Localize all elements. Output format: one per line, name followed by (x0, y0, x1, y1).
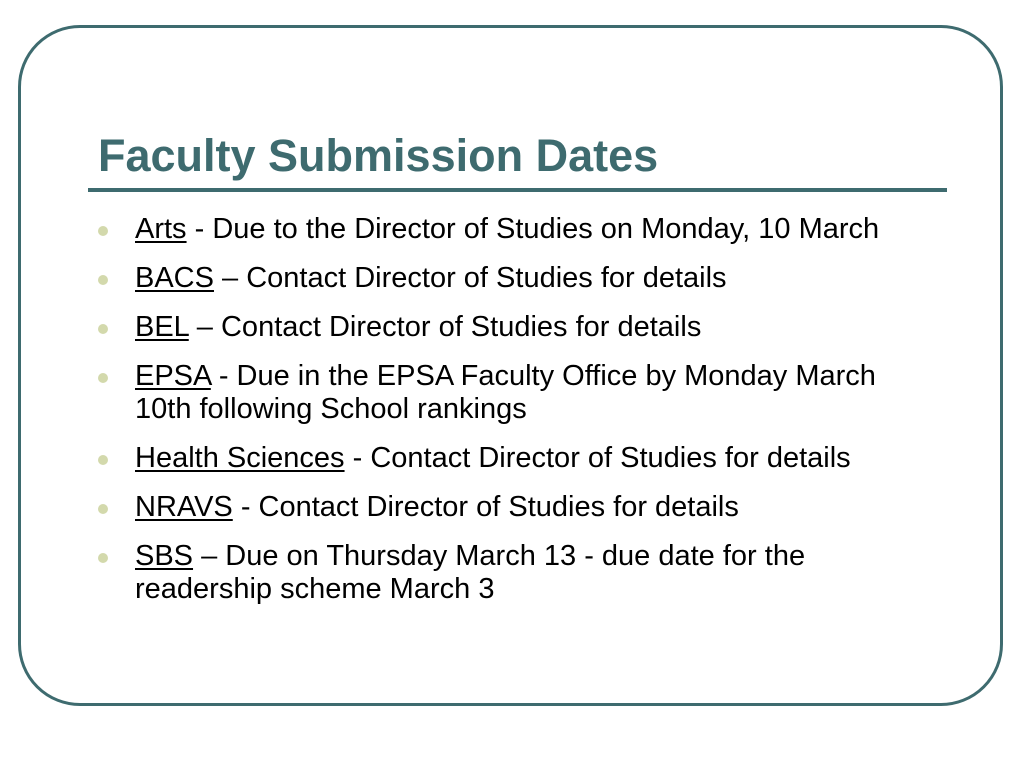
bullet-dot-icon (98, 324, 108, 334)
list-item-sbs (98, 540, 938, 606)
nravs-text: - Contact Director of Studies for details (232, 491, 739, 523)
sbs-link[interactable]: SBS (135, 540, 194, 572)
list-item-arts (98, 213, 938, 246)
bel-text: – Contact Director of Studies for details (188, 311, 702, 343)
bullet-list (98, 213, 938, 622)
arts-text: - Due to the Director of Studies on Monday, 10 March (186, 213, 880, 245)
list-item-bacs (98, 262, 938, 295)
epsa-link[interactable]: EPSA (135, 360, 211, 392)
bullet-dot-icon (98, 455, 108, 465)
bacs-link[interactable]: BACS (135, 262, 214, 294)
bullet-dot-icon (98, 226, 108, 236)
nravs-link[interactable]: NRAVS (135, 491, 233, 523)
list-item-health-sciences (98, 442, 938, 475)
bullet-dot-icon (98, 373, 108, 383)
sbs-text: – Due on Thursday March 13 - due date for the readership scheme March 3 (135, 540, 806, 605)
bullet-dot-icon (98, 504, 108, 514)
title-divider (88, 188, 947, 192)
arts-link[interactable]: Arts (135, 213, 187, 245)
bel-link[interactable]: BEL (135, 311, 189, 343)
bullet-dot-icon (98, 553, 108, 563)
health-sciences-text: - Contact Director of Studies for details (344, 442, 851, 474)
health-sciences-link[interactable]: Health Sciences (135, 442, 345, 474)
slide-title: Faculty Submission Dates (98, 130, 659, 181)
epsa-text: - Due in the EPSA Faculty Office by Monday March 10th following School rankings (135, 360, 876, 425)
list-item-bel (98, 311, 938, 344)
list-item-epsa (98, 360, 938, 426)
bacs-text: – Contact Director of Studies for details (213, 262, 727, 294)
list-item-nravs (98, 491, 938, 524)
bullet-dot-icon (98, 275, 108, 285)
